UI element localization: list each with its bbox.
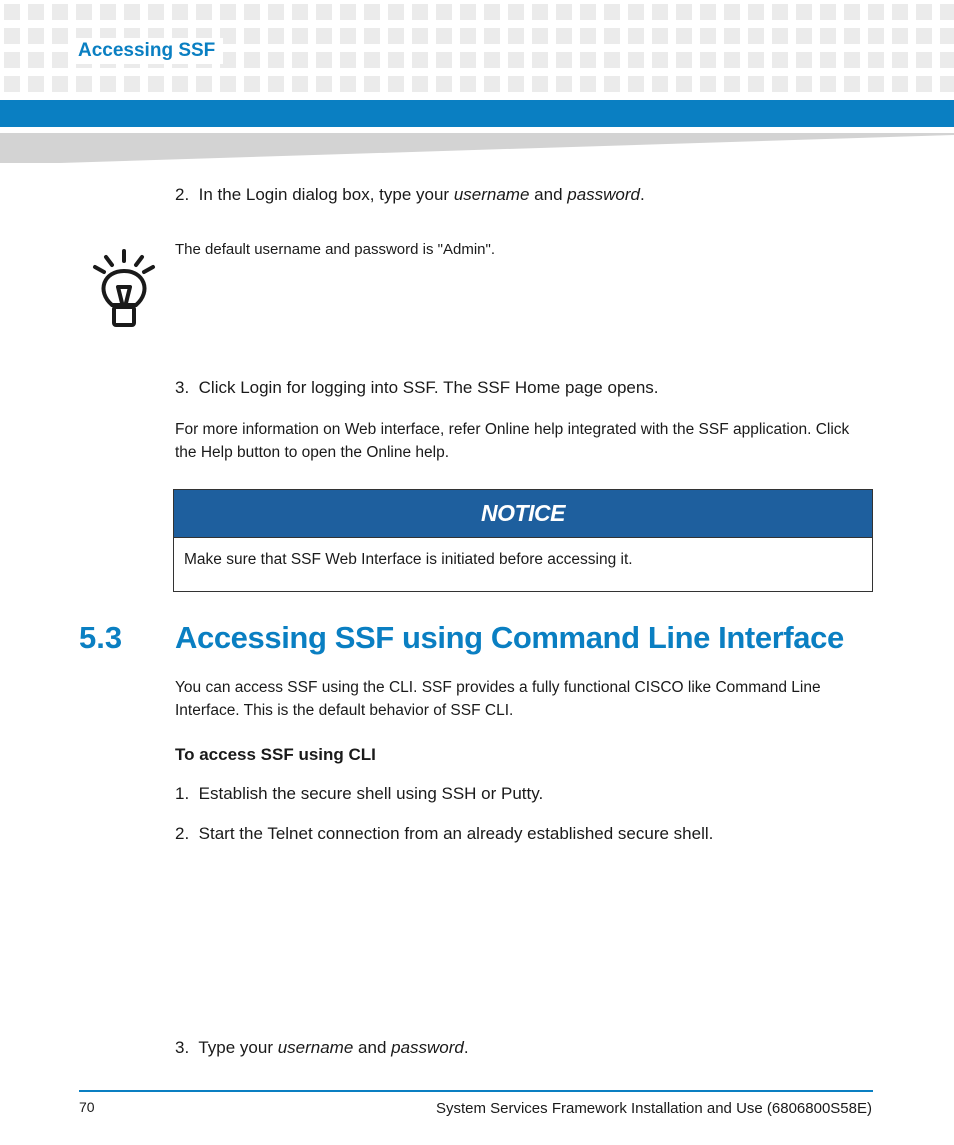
section-title: Accessing SSF using Command Line Interface [175,620,844,655]
section-number: 5.3 [79,620,123,655]
notice-text: Make sure that SSF Web Interface is initiated before accessing it. [184,551,633,568]
step-3-click-login: 3. Click Login for logging into SSF. The SSF Home page opens. [175,378,659,397]
notice-label: NOTICE [481,500,565,526]
header-pattern [0,0,954,96]
lightbulb-icon [92,247,156,331]
notice-box [173,489,873,592]
cli-step-3: 3. Type your username and password. [175,1038,469,1057]
cli-step-2: 2. Start the Telnet connection from an already established secure shell. [175,824,714,843]
header-blue-bar [0,100,954,127]
notice-header [174,490,872,538]
cli-step-1: 1. Establish the secure shell using SSH or Putty. [175,784,544,803]
step-2-login-dialog: 2. In the Login dialog box, type your username and password. [175,185,645,204]
tip-text: The default username and password is "Admin". [175,241,495,258]
procedure-heading: To access SSF using CLI [175,745,376,764]
section-intro: You can access SSF using the CLI. SSF provides a fully functional CISCO like Command Line Interface. This is the default behavior of SSF CLI. [175,679,821,719]
footer-rule [79,1090,873,1092]
header-grey-wedge [0,133,954,163]
page-number: 70 [79,1099,95,1115]
info-paragraph: For more information on Web interface, refer Online help integrated with the SSF application. Click the Help button to open the Online help. [175,421,850,461]
running-header-title: Accessing SSF [70,38,223,64]
footer-doc-title: System Services Framework Installation and Use (6806800S58E) [435,1100,872,1117]
